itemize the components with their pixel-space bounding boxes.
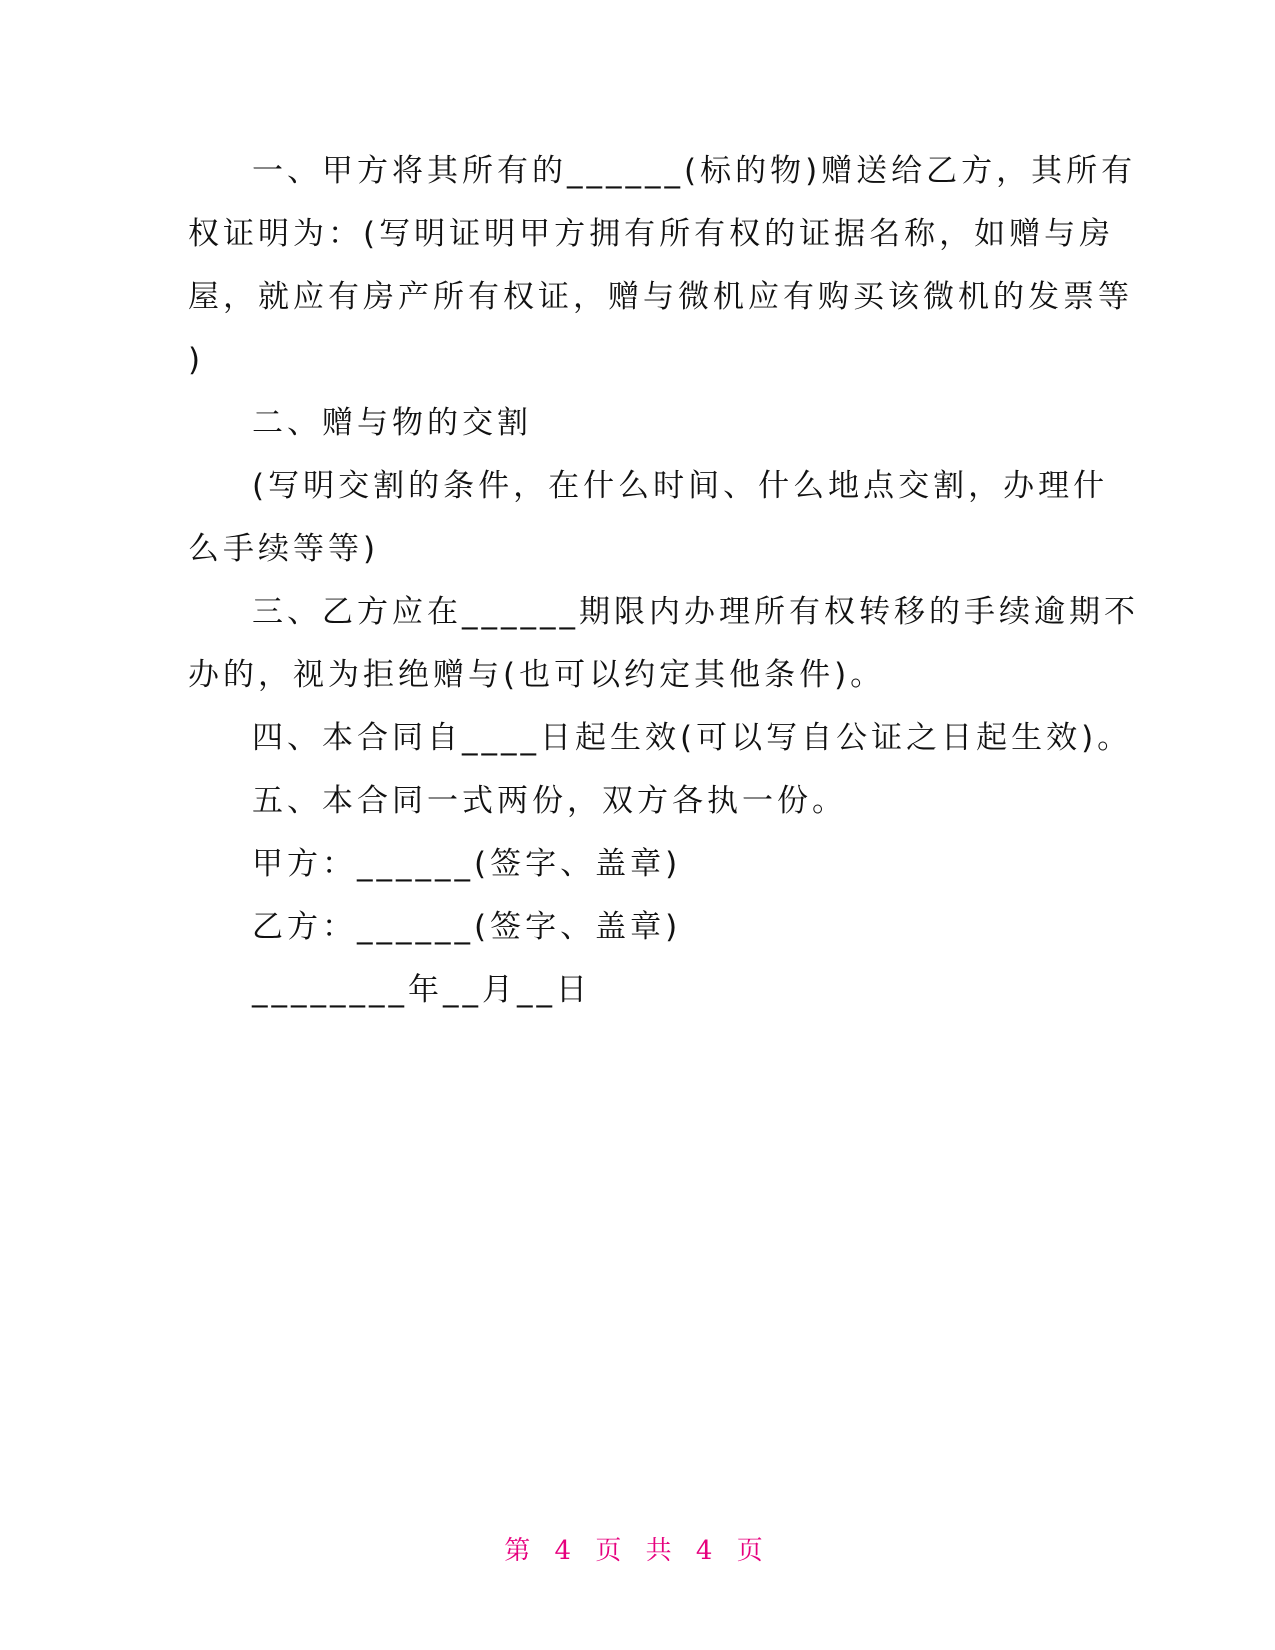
clause-1-line-4: ) xyxy=(188,342,205,378)
clause-5: 五、本合同一式两份，双方各执一份。 xyxy=(252,783,847,819)
party-a-signature: 甲方：______(签字、盖章) xyxy=(252,846,682,882)
clause-1-line-1: 一、甲方将其所有的______(标的物)赠送给乙方，其所有 xyxy=(252,153,1137,189)
clause-3-line-2: 办的，视为拒绝赠与(也可以约定其他条件)。 xyxy=(188,657,886,693)
clause-1-line-3: 屋，就应有房产所有权证，赠与微机应有购买该微机的发票等 xyxy=(188,279,1133,315)
contract-body xyxy=(188,140,1139,1022)
page-number-footer: 第 4 页 共 4 页 xyxy=(504,1536,771,1566)
clause-1-line-2: 权证明为：(写明证明甲方拥有所有权的证据名称，如赠与房 xyxy=(188,216,1115,252)
signing-date: ________年__月__日 xyxy=(252,972,591,1008)
party-b-signature: 乙方：______(签字、盖章) xyxy=(252,909,682,945)
clause-3-line-1: 三、乙方应在______期限内办理所有权转移的手续逾期不 xyxy=(252,594,1139,630)
clause-2-heading: 二、赠与物的交割 xyxy=(252,405,532,441)
clause-2-line-1: (写明交割的条件，在什么时间、什么地点交割，办理什 xyxy=(252,468,1109,504)
clause-2-line-2: 么手续等等) xyxy=(188,531,380,567)
clause-4: 四、本合同自____日起生效(可以写自公证之日起生效)。 xyxy=(252,720,1133,756)
